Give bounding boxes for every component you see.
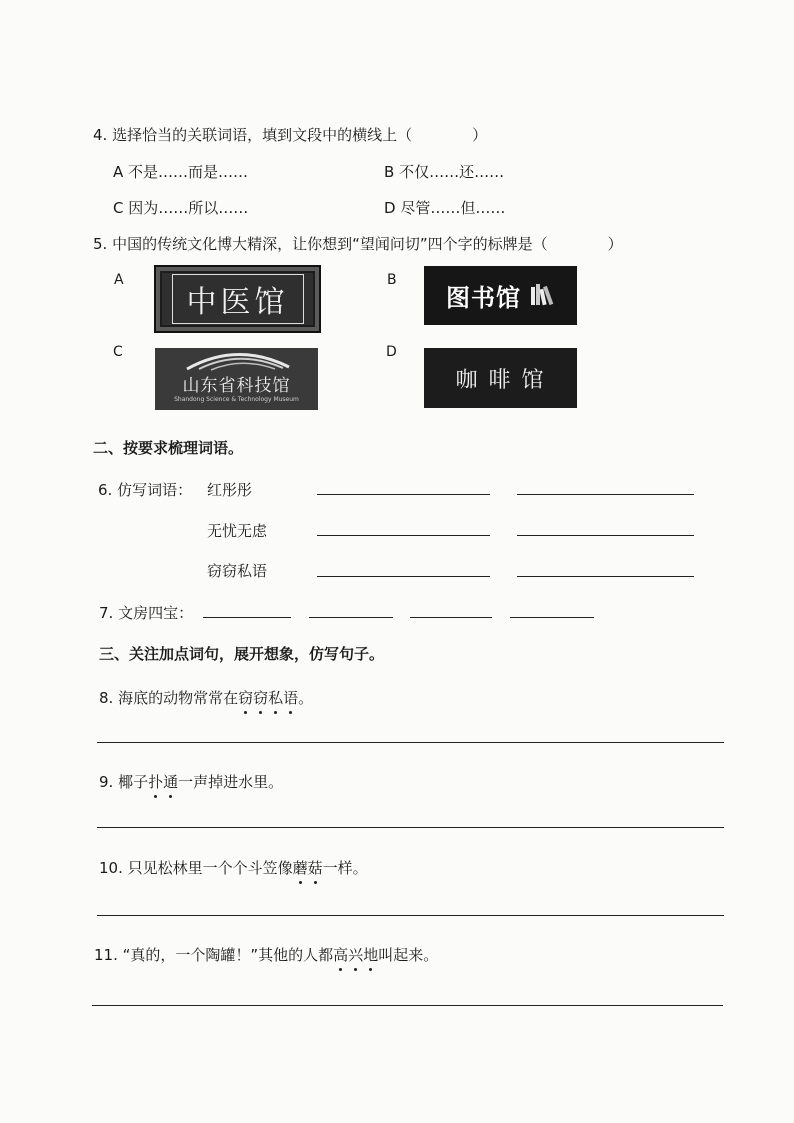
sign-c-text: 山东省科技馆 bbox=[182, 376, 291, 396]
q6-blank-1b[interactable] bbox=[517, 494, 694, 495]
sign-b-text: 图书馆 bbox=[446, 284, 521, 312]
q5-option-d-letter: D bbox=[386, 344, 397, 360]
emphasis-dot-char: 高 bbox=[333, 946, 349, 964]
books-icon bbox=[529, 281, 555, 311]
q5-option-b-letter: B bbox=[387, 272, 397, 288]
q7-prefix: 7. 文房四宝： bbox=[99, 604, 194, 622]
emphasis-dot-char: 蘑 bbox=[292, 859, 308, 877]
option-text: 不是……而是…… bbox=[128, 163, 249, 181]
q5-option-c-letter: C bbox=[113, 344, 123, 360]
q4-text: 4. 选择恰当的关联词语，填到文段中的横线上（ bbox=[93, 126, 413, 144]
option-letter: D bbox=[384, 199, 396, 217]
section-2-heading: 二、按要求梳理词语。 bbox=[93, 439, 244, 457]
emphasis-dot-char: 语 bbox=[283, 689, 299, 707]
option-letter: C bbox=[113, 199, 124, 217]
q10-sentence bbox=[99, 857, 368, 878]
emphasis-dot-char: 私 bbox=[268, 689, 284, 707]
q6-blank-2b[interactable] bbox=[517, 535, 694, 536]
q6-item-1: 红彤彤 bbox=[207, 481, 253, 499]
sign-c-subtext: Shandong Science & Technology Museum bbox=[174, 396, 299, 403]
section-3-heading: 三、关注加点词句，展开想象，仿写句子。 bbox=[99, 645, 385, 663]
q5-option-a-letter: A bbox=[114, 272, 124, 288]
sign-a-text: 中医馆 bbox=[172, 274, 304, 324]
q8-before: 8. 海底的动物常常在 bbox=[99, 689, 239, 707]
emphasis-dot-char: 地 bbox=[363, 946, 379, 964]
q8-sentence bbox=[99, 687, 313, 708]
q10-after: 一样。 bbox=[322, 859, 368, 877]
option-text: 尽管……但…… bbox=[400, 199, 506, 217]
q6-blank-3b[interactable] bbox=[517, 576, 694, 577]
q6-blank-2a[interactable] bbox=[317, 535, 490, 536]
q11-after: 叫起来。 bbox=[378, 946, 439, 964]
q9-after: 一声掉进水里。 bbox=[178, 773, 284, 791]
q11-answer-line[interactable] bbox=[92, 1005, 723, 1006]
q4-option-c[interactable] bbox=[113, 197, 248, 218]
q10-before: 10. 只见松林里一个个斗笠像 bbox=[99, 859, 293, 877]
q4-close-paren: ） bbox=[472, 126, 488, 144]
emphasis-dot-char: 窃 bbox=[253, 689, 269, 707]
q9-sentence bbox=[99, 771, 283, 792]
sign-coffee-shop[interactable] bbox=[424, 348, 577, 408]
q11-dotted-word bbox=[333, 946, 378, 964]
q11-sentence bbox=[94, 944, 438, 965]
q6-blank-3a[interactable] bbox=[317, 576, 490, 577]
q5-stem bbox=[93, 233, 623, 254]
q5-close-paren: ） bbox=[607, 235, 623, 253]
q11-before: 11. “真的，一个陶罐！”其他的人都 bbox=[94, 946, 334, 964]
q6-blank-1a[interactable] bbox=[317, 494, 490, 495]
q7-blank-2[interactable] bbox=[309, 617, 393, 618]
q6-prefix: 6. 仿写词语： bbox=[98, 481, 193, 499]
q10-answer-line[interactable] bbox=[97, 915, 724, 916]
q10-dotted-word bbox=[293, 859, 323, 877]
q7-blank-1[interactable] bbox=[203, 617, 291, 618]
q9-before: 9. 椰子 bbox=[99, 773, 149, 791]
option-text: 不仅……还…… bbox=[399, 163, 505, 181]
sign-chinese-medicine-hall[interactable] bbox=[154, 265, 321, 333]
q4-stem bbox=[93, 124, 487, 145]
q4-option-a[interactable] bbox=[113, 161, 248, 182]
q6-item-3: 窃窃私语 bbox=[207, 562, 268, 580]
q7-blank-3[interactable] bbox=[410, 617, 492, 618]
emphasis-dot-char: 通 bbox=[163, 773, 179, 791]
q9-answer-line[interactable] bbox=[97, 827, 724, 828]
q6-item-2: 无忧无虑 bbox=[207, 522, 268, 540]
option-text: 因为……所以…… bbox=[128, 199, 249, 217]
emphasis-dot-char: 菇 bbox=[307, 859, 323, 877]
sign-science-museum[interactable] bbox=[155, 348, 318, 410]
sign-library[interactable] bbox=[424, 266, 577, 325]
arc-logo-icon bbox=[177, 349, 297, 371]
q7-blank-4[interactable] bbox=[510, 617, 594, 618]
option-letter: B bbox=[384, 163, 395, 181]
q8-answer-line[interactable] bbox=[97, 742, 724, 743]
option-letter: A bbox=[113, 163, 124, 181]
q9-dotted-word bbox=[148, 773, 178, 791]
q4-option-d[interactable] bbox=[384, 197, 505, 218]
q8-after: 。 bbox=[298, 689, 314, 707]
emphasis-dot-char: 窃 bbox=[238, 689, 254, 707]
q5-text: 5. 中国的传统文化博大精深，让你想到“望闻问切”四个字的标牌是（ bbox=[93, 235, 548, 253]
emphasis-dot-char: 兴 bbox=[348, 946, 364, 964]
emphasis-dot-char: 扑 bbox=[148, 773, 164, 791]
q4-option-b[interactable] bbox=[384, 161, 504, 182]
sign-d-text: 咖 啡 馆 bbox=[455, 367, 546, 393]
q8-dotted-word bbox=[238, 689, 298, 707]
